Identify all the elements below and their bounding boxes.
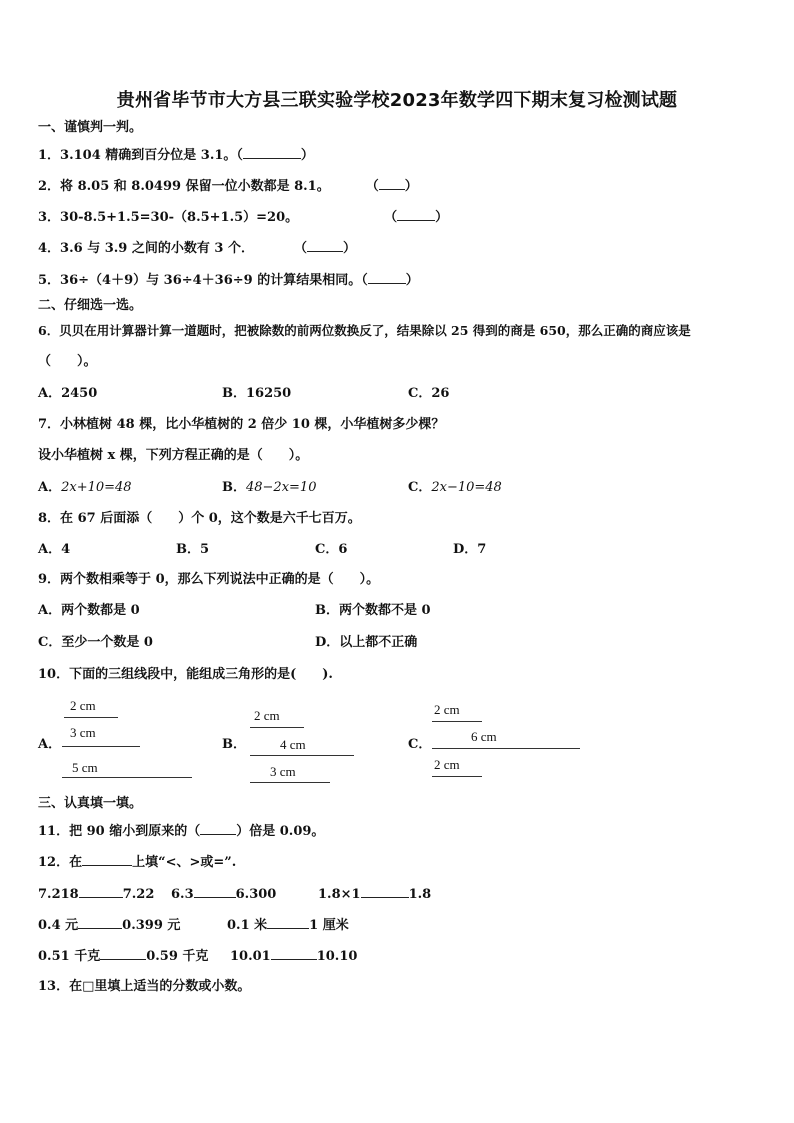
segment-label: 2 cm <box>70 698 96 713</box>
question-13: 13．在□里填上适当的分数或小数。 <box>38 979 251 994</box>
compare-right: 1 厘米 <box>309 918 349 933</box>
question-12 <box>38 853 236 872</box>
question-10: 10．下面的三组线段中，能组成三角形的是( ). <box>38 667 333 682</box>
question-7-line-2: 设小华植树 x 棵，下列方程正确的是（ ）。 <box>38 448 309 463</box>
compare-right: 0.399 元 <box>122 918 181 933</box>
question-text: ） <box>405 273 419 288</box>
option-8d[interactable]: D．7 <box>453 542 487 557</box>
question-text: 5．36÷（4＋9）与 36÷4＋36÷9 的计算结果相同。（ <box>38 273 368 288</box>
compare-left: 0.4 元 <box>38 918 79 933</box>
segment-label: 5 cm <box>72 760 98 775</box>
option-label: C． <box>408 480 432 495</box>
question-text: 12．在 <box>38 855 83 870</box>
compare-item <box>38 885 154 904</box>
option-8a[interactable]: A．4 <box>38 542 71 557</box>
compare-right: 10.10 <box>316 949 358 964</box>
option-6a[interactable]: A．2450 <box>38 386 98 401</box>
compare-right: 1.8 <box>408 887 432 902</box>
option-7b[interactable] <box>222 479 316 497</box>
answer-blank[interactable] <box>271 947 317 960</box>
segment-label: 3 cm <box>270 764 296 779</box>
answer-blank[interactable] <box>307 239 343 252</box>
answer-blank[interactable] <box>79 885 123 898</box>
question-text: ） <box>300 148 314 163</box>
answer-blank[interactable] <box>397 208 435 221</box>
answer-blank[interactable] <box>100 947 146 960</box>
option-letter-c: C． <box>408 737 432 752</box>
option-label: A． <box>38 480 62 495</box>
compare-item <box>318 885 431 904</box>
section-heading-choice: 二、仔细选一选。 <box>38 298 143 313</box>
option-9c[interactable]: C．至少一个数是 0 <box>38 635 153 650</box>
segment-line <box>432 776 482 777</box>
question-text: （ <box>384 210 398 225</box>
compare-item <box>38 916 180 935</box>
question-text: ） <box>435 210 449 225</box>
segment-label: 6 cm <box>471 729 497 744</box>
question-9: 9．两个数相乘等于 0，那么下列说法中正确的是（ ）。 <box>38 572 380 587</box>
question-text: 3．30-8.5+1.5=30-（8.5+1.5）=20。 <box>38 210 299 225</box>
page-title: 贵州省毕节市大方县三联实验学校2023年数学四下期末复习检测试题 <box>116 90 678 111</box>
answer-blank[interactable] <box>194 885 236 898</box>
compare-right: 0.59 千克 <box>146 949 209 964</box>
option-8c[interactable]: C．6 <box>315 542 348 557</box>
option-9b[interactable]: B．两个数都不是 0 <box>315 603 431 618</box>
question-7-line-1: 7．小林植树 48 棵，比小华植树的 2 倍少 10 棵，小华植树多少棵？ <box>38 417 445 432</box>
question-text: 1．3.104 精确到百分位是 3.1。（ <box>38 148 243 163</box>
segment-label: 3 cm <box>70 725 96 740</box>
compare-left: 0.51 千克 <box>38 949 101 964</box>
segment-line <box>250 782 330 783</box>
equation: 48−2x=10 <box>246 480 317 495</box>
answer-blank[interactable] <box>368 271 406 284</box>
compare-left: 7.218 <box>38 887 79 902</box>
section-heading-fill: 三、认真填一填。 <box>38 796 143 811</box>
answer-blank[interactable] <box>78 916 122 929</box>
answer-blank[interactable] <box>267 916 309 929</box>
option-8b[interactable]: B．5 <box>176 542 210 557</box>
segment-line <box>250 727 304 728</box>
section-heading-judge: 一、谨慎判一判。 <box>38 120 143 135</box>
compare-item <box>171 885 276 904</box>
question-text: 上填“<、>或=”. <box>132 855 237 870</box>
equation: 2x+10=48 <box>61 480 132 495</box>
compare-left: 6.3 <box>171 887 194 902</box>
answer-blank[interactable] <box>379 177 405 190</box>
option-letter-b: B． <box>222 737 246 752</box>
compare-left: 10.01 <box>230 949 271 964</box>
segment-line <box>62 746 140 747</box>
segment-line <box>250 755 354 756</box>
question-3 <box>38 208 448 227</box>
question-text: ） <box>342 241 356 256</box>
question-5 <box>38 271 419 290</box>
segment-line <box>64 717 118 718</box>
question-4 <box>38 239 356 258</box>
question-text: 2．将 8.05 和 8.0499 保留一位小数都是 8.1。 <box>38 179 330 194</box>
question-1 <box>38 146 314 165</box>
segment-line <box>432 748 580 749</box>
option-9d[interactable]: D．以上都不正确 <box>315 635 418 650</box>
compare-left: 1.8×1 <box>318 887 361 902</box>
answer-blank[interactable] <box>82 853 132 866</box>
answer-blank[interactable] <box>361 885 409 898</box>
option-7a[interactable] <box>38 479 132 497</box>
question-6-line-1: 6．贝贝在用计算器计算一道题时，把被除数的前两位数换反了，结果除以 25 得到的商是 650，那么正确的商应该是 <box>38 323 691 338</box>
question-text: （ <box>293 241 307 256</box>
question-11 <box>38 822 324 841</box>
segment-label: 2 cm <box>434 757 460 772</box>
question-text: （ <box>365 179 379 194</box>
segment-line <box>62 777 192 778</box>
option-7c[interactable] <box>408 479 502 497</box>
equation: 2x−10=48 <box>431 480 502 495</box>
option-label: B． <box>222 480 246 495</box>
compare-right: 6.300 <box>235 887 277 902</box>
answer-blank[interactable] <box>200 822 236 835</box>
compare-right: 7.22 <box>122 887 155 902</box>
option-6c[interactable]: C．26 <box>408 386 450 401</box>
option-6b[interactable]: B．16250 <box>222 386 292 401</box>
segment-label: 4 cm <box>280 737 306 752</box>
segment-label: 2 cm <box>254 708 280 723</box>
segment-line <box>432 721 482 722</box>
question-8: 8．在 67 后面添（ ）个 0，这个数是六千七百万。 <box>38 511 361 526</box>
answer-blank[interactable] <box>243 146 301 159</box>
option-letter-a: A． <box>38 737 62 752</box>
compare-left: 0.1 米 <box>227 918 268 933</box>
question-6-line-2: （ ）。 <box>38 354 97 369</box>
option-9a[interactable]: A．两个数都是 0 <box>38 603 140 618</box>
question-text: 11．把 90 缩小到原来的（ <box>38 824 201 839</box>
segment-label: 2 cm <box>434 702 460 717</box>
compare-item <box>227 916 349 935</box>
question-text: 4．3.6 与 3.9 之间的小数有 3 个． <box>38 241 254 256</box>
compare-item <box>38 947 208 966</box>
compare-item <box>230 947 357 966</box>
question-text: ） <box>404 179 418 194</box>
question-2 <box>38 177 418 196</box>
question-text: ）倍是 0.09。 <box>236 824 325 839</box>
